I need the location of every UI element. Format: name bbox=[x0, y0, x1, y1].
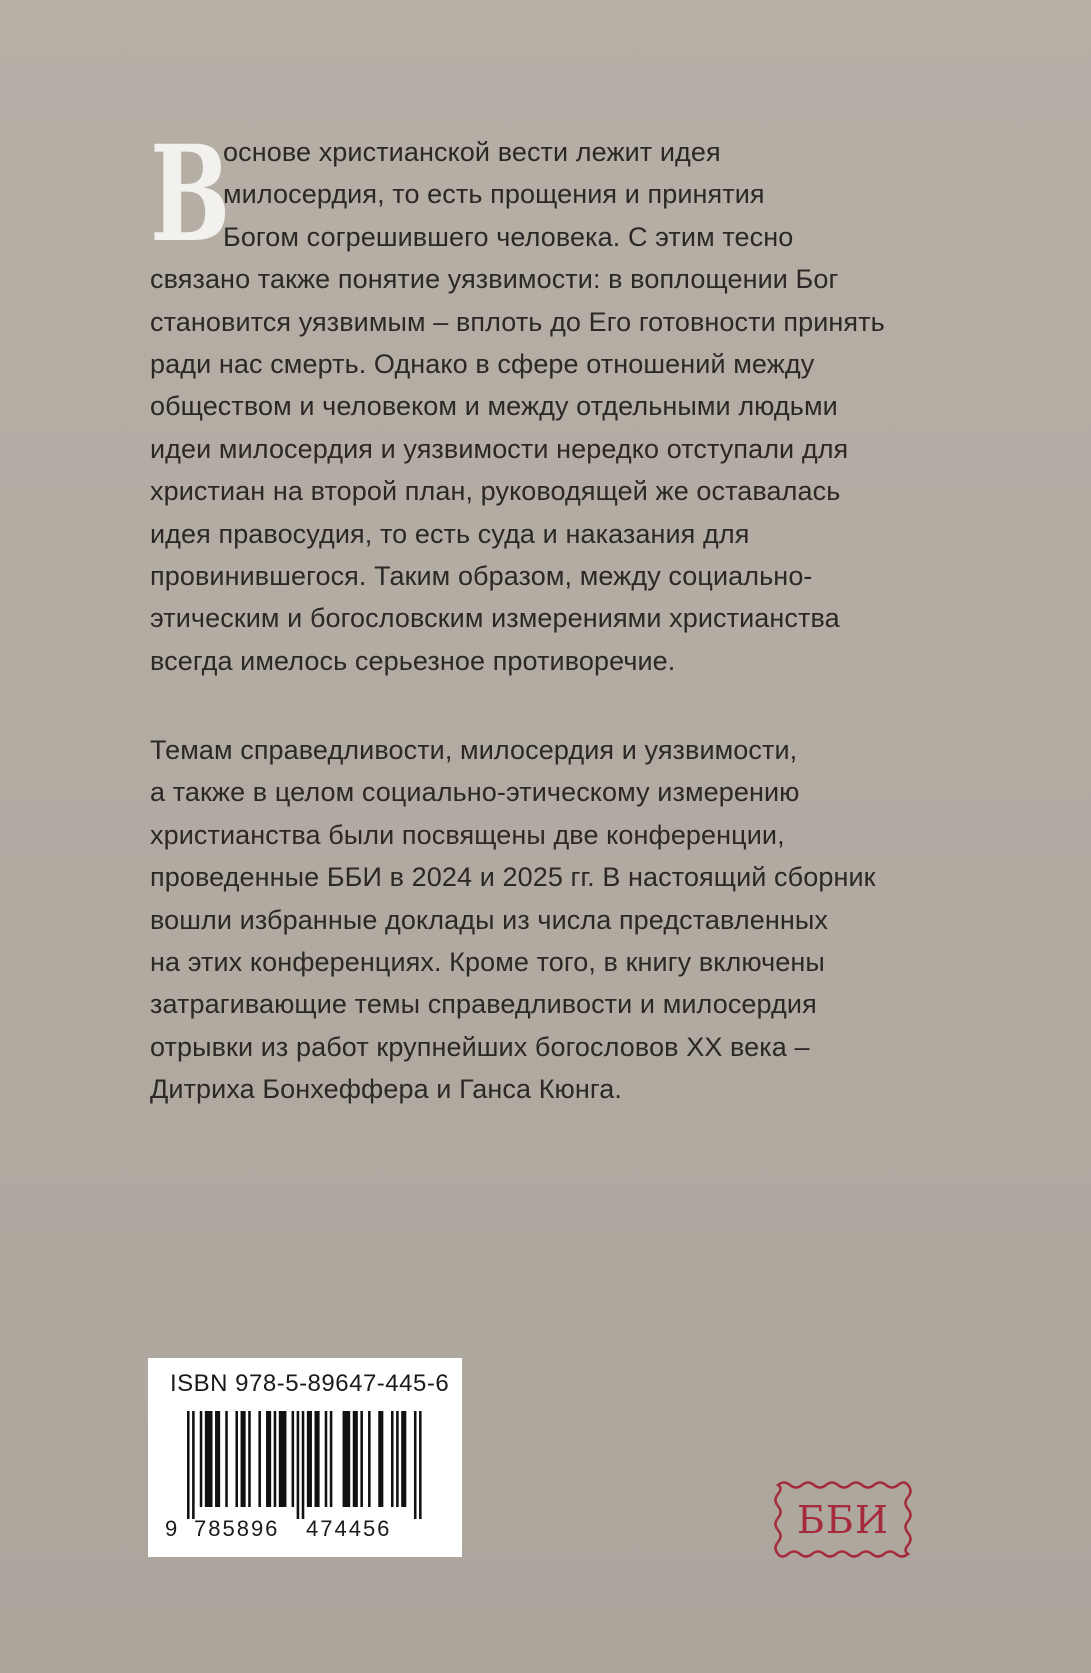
barcode-bar bbox=[307, 1411, 312, 1507]
barcode-bar bbox=[279, 1411, 287, 1507]
barcode-bar bbox=[353, 1411, 358, 1507]
barcode-guard-bar bbox=[187, 1411, 190, 1519]
barcode-bar bbox=[396, 1411, 399, 1507]
text-line: Богом согрешившего человека. С этим тесно bbox=[223, 221, 794, 252]
publisher-logo-text: ББИ bbox=[797, 1497, 889, 1542]
barcode-bar bbox=[241, 1411, 246, 1507]
text-line: провинившегося. Таким образом, между социально- bbox=[150, 560, 813, 591]
barcode-digits-right: 474456 bbox=[306, 1516, 392, 1541]
text-line: вошли избранные доклады из числа представленных bbox=[150, 904, 828, 935]
publisher-logo bbox=[770, 1479, 916, 1560]
barcode-bar bbox=[205, 1411, 213, 1507]
text-line: становится уязвимым – вплоть до Его готовности принять bbox=[150, 306, 885, 337]
barcode-digits-left: 785896 bbox=[194, 1516, 280, 1541]
barcode-bar bbox=[215, 1411, 220, 1507]
barcode-bar bbox=[330, 1411, 333, 1507]
text-line: всегда имелось серьезное противоречие. bbox=[150, 645, 676, 676]
barcode-guard-bar bbox=[297, 1411, 300, 1519]
barcode-bar bbox=[266, 1411, 271, 1507]
text-line: христиан на второй план, руководящей же оставалась bbox=[150, 476, 841, 507]
text-line: этическим и богословским измерениями христианства bbox=[150, 603, 840, 634]
barcode-bar bbox=[235, 1411, 238, 1507]
barcode-digit-first: 9 bbox=[165, 1516, 180, 1541]
barcode-bar bbox=[378, 1411, 383, 1507]
barcode-bar bbox=[248, 1411, 251, 1507]
barcode-bar bbox=[292, 1411, 295, 1507]
text-line: основе христианской вести лежит идея bbox=[223, 137, 721, 167]
text-line: затрагивающие темы справедливости и милосердия bbox=[150, 989, 817, 1020]
barcode-bar bbox=[391, 1411, 394, 1507]
barcode-bar bbox=[325, 1411, 328, 1507]
barcode-guard-bar bbox=[414, 1411, 417, 1519]
barcode-bar bbox=[368, 1411, 371, 1507]
barcode-bar bbox=[258, 1411, 261, 1507]
text-line: связано также понятие уязвимости: в воплощении Бог bbox=[150, 264, 839, 295]
barcode-guard-bar bbox=[419, 1411, 422, 1519]
description-paragraph-1 bbox=[150, 117, 910, 682]
isbn-label: ISBN 978-5-89647-445-6 bbox=[170, 1370, 450, 1397]
text-line: милосердия, то есть прощения и принятия bbox=[223, 179, 765, 210]
barcode-guard-bar bbox=[192, 1411, 195, 1519]
text-line: на этих конференциях. Кроме того, в книгу включены bbox=[150, 946, 825, 977]
text-line: ради нас смерть. Однако в сфере отношений между bbox=[150, 348, 815, 379]
text-line: Дитриха Бонхеффера и Ганса Кюнга. bbox=[150, 1074, 622, 1105]
barcode-guard-bar bbox=[302, 1411, 305, 1519]
text-line: обществом и человеком и между отдельными людьми bbox=[150, 391, 838, 422]
text-line: отрывки из работ крупнейших богословов XX века – bbox=[150, 1031, 810, 1062]
text-line: а также в целом социально-этическому измерению bbox=[150, 777, 800, 808]
barcode-bar bbox=[315, 1411, 320, 1507]
barcode-bar bbox=[401, 1411, 406, 1507]
isbn-barcode-box bbox=[148, 1358, 462, 1557]
barcode-bar bbox=[200, 1411, 203, 1507]
barcode-bar bbox=[343, 1411, 351, 1507]
drop-cap-letter: В bbox=[150, 117, 228, 272]
barcode-bar bbox=[225, 1411, 228, 1507]
text-line: Темам справедливости, милосердия и уязвимости, bbox=[150, 735, 798, 765]
text-line: идеи милосердия и уязвимости нередко отступали для bbox=[150, 433, 849, 464]
text-line: проведенные ББИ в 2024 и 2025 гг. В настоящий сборник bbox=[150, 862, 876, 893]
barcode-bar bbox=[274, 1411, 277, 1507]
barcode bbox=[185, 1411, 425, 1519]
text-line: христианства были посвящены две конференции, bbox=[150, 819, 785, 850]
barcode-bar bbox=[360, 1411, 363, 1507]
description-paragraph-2 bbox=[150, 729, 910, 1111]
text-line: идея правосудия, то есть суда и наказания для bbox=[150, 518, 750, 549]
